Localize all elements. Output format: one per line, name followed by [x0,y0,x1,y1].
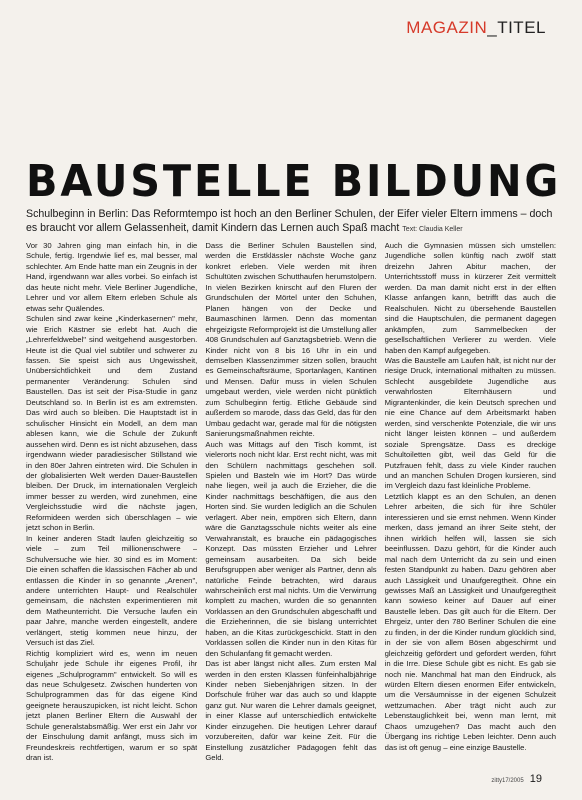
paragraph: Vor 30 Jahren ging man einfach hin, in die Schule, fertig. Irgendwie lief es, mal besser, mal schlechter. Am Ende hatte man ein Zeugnis in der Hand, irgendwann war alles vorbei. So einfach ist das heute nicht mehr. Viele Berliner Jugendliche, Lehrer und vor allem Eltern erleben Schule als etwas sehr Quälendes. [26,241,198,313]
section-header [406,18,546,38]
paragraph: Das ist aber längst nicht alles. Zum ersten Mal werden in den ersten Klassen fünfeinhalbjährige Kinder neben Siebenjährigen sitzen. In der Dorfschule früher war das auch so und klappte ganz gut. Nur waren die Lehrer damals geeignet, in einer Klasse auf unterschiedlich entwickelte Kinder einzugehen. Die heutigen Lehrer darauf vorzubereiten, dafür war keine Zeit. Für die Einstellung zusätzlicher Pädagogen fehlt das Geld. [205,659,377,763]
issue-label: zitty17/2005 [491,778,524,784]
text-column [385,241,556,773]
paragraph: Auch was Mittags auf den Tisch kommt, ist vielerorts noch nicht klar. Erst recht nicht, was mit den Schülern nachmittags geschehen soll. Spielen und Basteln wie im Hort? Das würde nahe liegen, weil ja auch die Erzieher, die die Kinder nachmittags beschäftigen, die aus den Horten sind. Sie wurden lediglich an die Schulen verlagert. Aber nein, empören sich Eltern, dann wäre die Ganztagsschule nichts weiter als eine Verwahranstalt, es brauche ein pädagogisches Konzept. Das müssten Erzieher und Lehrer gemeinsam ausarbeiten. Da sich beide Berufsgruppen aber weniger als Partner, denn als natürliche Feinde betrachten, wird daraus wahrscheinlich erst mal nichts. Um die Verwirrung komplett zu machen, wurden die so genannten Vorklassen an den Grundschulen abgeschafft und die Erzieherinnen, die sie bislang unterrichtet haben, an die Kitas zurückgeschickt. Statt in den Vorklassen sollen die Kinder nun in den Kitas für den Schulanfang fit gemacht werden. [205,439,377,658]
text-column [26,241,197,773]
page-number: 19 [529,773,542,785]
paragraph: Was die Baustelle am Laufen hält, ist nicht nur der riesige Druck, international mithalten zu müssen. Schlecht ausgebildete Jugendliche aus verwahrlosten Elternhäusern und Migrantenkinder, die kein Deutsch sprechen und nie eine Chance auf dem Arbeitsmarkt haben werden, sind verschenkte Potenziale, die wir uns nicht länger leisten können – und außerdem soziale Sprengsätze. Dass es dreckige Schultoiletten gibt, weil das Geld für die Putzfrauen fehlt, dass zu viele Kinder rauchen und an manchen Schulen Drogen kursieren, sind im Vergleich dazu fast kleinliche Probleme. [384,355,556,491]
article-lead [26,207,558,237]
paragraph: In keiner anderen Stadt laufen gleichzeitig so viele – zum Teil millionenschwere – Schulversuche wie hier. 30 sind es im Moment: Die einen schaffen die klassischen Fächer ab und entlassen die Kinder in so genannte „Arenen", andere unterrichten Haupt- und Realschüler gemeinsam, die nächsten experimentieren mit dem Matheunterricht. Die Versuche laufen ein paar Jahre, manche werden eingestellt, andere verlängert, stetig kommen neue hinzu, der Versuch ist das Ziel. [26,533,198,648]
paragraph: Letztlich klappt es an den Schulen, an denen Lehrer arbeiten, die sich für ihre Schüler interessieren und sie ernst nehmen. Wenn Kinder merken, dass jemand an ihrer Seite steht, der ihnen wirklich helfen will, lassen sie sich beeinflussen. Dazu gehört, für die Kinder auch mal nach dem Unterricht da zu sein und einen festen Standpunkt zu haben. Dazu gehören aber auch Lässigkeit und Unaufgeregtheit. Ohne ein gewisses Maß an Lässigkeit und Unaufgeregtheit kann sowieso keiner auf Dauer auf einer Baustelle leben. Das gilt auch für die Eltern. Der Ehrgeiz, unter den 780 Berliner Schulen die eine zu finden, in der die Kinder rundum glücklich sind, in der sie von allem Bösen abgeschirmt und gleichzeitig gefördert und gefordert werden, führt in die Irre. Diese Schule gibt es nicht. Es gab sie noch nie. Manchmal hat man den Eindruck, als würden Eltern diesen enormen Eifer entwickeln, um die Versäumnisse in der eigenen Schulzeit wettzumachen. Aber trägt nicht auch zur Lebenstauglichkeit bei, wenn man lernt, mit Chaos umzugehen? Das macht auch den Übergang ins richtige Leben leichter. Denn auch das ist oft genug – eine einzige Baustelle. [384,491,556,752]
paragraph: Richtig kompliziert wird es, wenn im neuen Schuljahr jede Schule ihr eigenes Profil, ihr eigenes „Schulprogramm" entwickelt. So will es das neue Schulgesetz. Zwischen hunderten von Schulprogrammen das für das eigene Kind geeignete herauszupicken, ist nicht leicht. Schon jetzt planen Berliner Eltern die Auswahl der Schule generalstabsmäßig. Wer erst ein Jahr vor der Einschulung damit anfängt, muss sich im Freundeskreis rechtfertigen, warum er so spät dran ist. [26,648,198,763]
author-credit: Text: Claudia Keller [402,226,463,233]
paragraph: Schulen sind zwar keine „Kinderkasernen" mehr, wie Erich Kästner sie erlebt hat. Auch die „Lehrerfeldwebel" sind weitgehend ausgestorben. Heute ist die Qual viel subtiler und schwerer zu fassen. Sie speist sich aus Ungewissheit, Unübersichtlichkeit und dem Zustand permanenter Veränderung: Schulen sind Baustellen. Das ist seit der Pisa-Studie in ganz Deutschland so. In Berlin ist es am extremsten. Das wird auch so bleiben. Die Hauptstadt ist in schulischer Hinsicht ein Modell, an dem man ablesen kann, wie die Schule der Zukunft aussehen wird. Denn es ist nicht abzusehen, dass irgendwann wieder paradiesischer Stillstand wie in den 80er Jahren eintreten wird. Die Schulen in der globalisierten Welt werden Dauer-Baustellen bleiben. Der Druck, im internationalen Vergleich immer besser zu werden, wird zunehmen, eine Vergleichsstudie wird die nächste jagen, Reformideen werden sich überschlagen – wie jetzt schon in Berlin. [26,314,198,533]
text-column [205,241,376,773]
section-magazin: MAGAZIN [406,18,488,37]
page-footer [491,773,542,785]
article-body [26,241,556,773]
lead-text: Schulbeginn in Berlin: Das Reformtempo ist hoch an den Berliner Schulen, der Eifer vieler Eltern immens – doch es braucht vor allem Gelassenheit, damit Kindern das Lernen auch Spaß macht [26,208,553,234]
article-title: BAUSTELLE BILDUNG [26,156,562,207]
paragraph: Dass die Berliner Schulen Baustellen sind, werden die Erstklässler nächste Woche ganz konkret erleben. Viele werden mit ihren Schultüten zwischen Schutthaufen herumstolpern. In vielen Bezirken knirscht auf den Fluren der Grundschulen der Mörtel unter den Schuhen, Planen hängen von der Decke und Baumaschinen lärmen. Denn das momentan ehrgeizigste Reformprojekt ist die Umstellung aller 408 Grundschulen auf Ganztagsbetrieb. Wenn die Kinder nicht von 8 bis 16 Uhr in ein und demselben Klassenzimmer sitzen sollen, braucht es Gemeinschaftsräume, Sportanlagen, Kantinen und Mensen. Dafür muss in vielen Schulen umgebaut werden, viele werden nicht pünktlich zum Schulbeginn fertig. Etliche Gebäude sind außerdem so marode, dass das Geld, das für den Umbau gedacht war, gerade mal für die nötigsten Sanierungsmaßnahmen reichte. [205,241,377,439]
section-titel: _TITEL [487,18,546,37]
paragraph: Auch die Gymnasien müssen sich umstellen: Jugendliche sollen künftig nach zwölf statt dreizehn Jahren Abitur machen, der Unterrichtsstoff muss in kürzerer Zeit vermittelt werden. Da man damit nicht erst in der elften Klasse anfangen kann, betrifft das auch die Realschulen. Nicht zu übersehende Baustellen sind die Hauptschulen, die permanent dagegen ankämpfen, zum Sammelbecken der gesellschaftlichen Verlierer zu werden. Viele haben den Kampf aufgegeben. [384,241,556,355]
